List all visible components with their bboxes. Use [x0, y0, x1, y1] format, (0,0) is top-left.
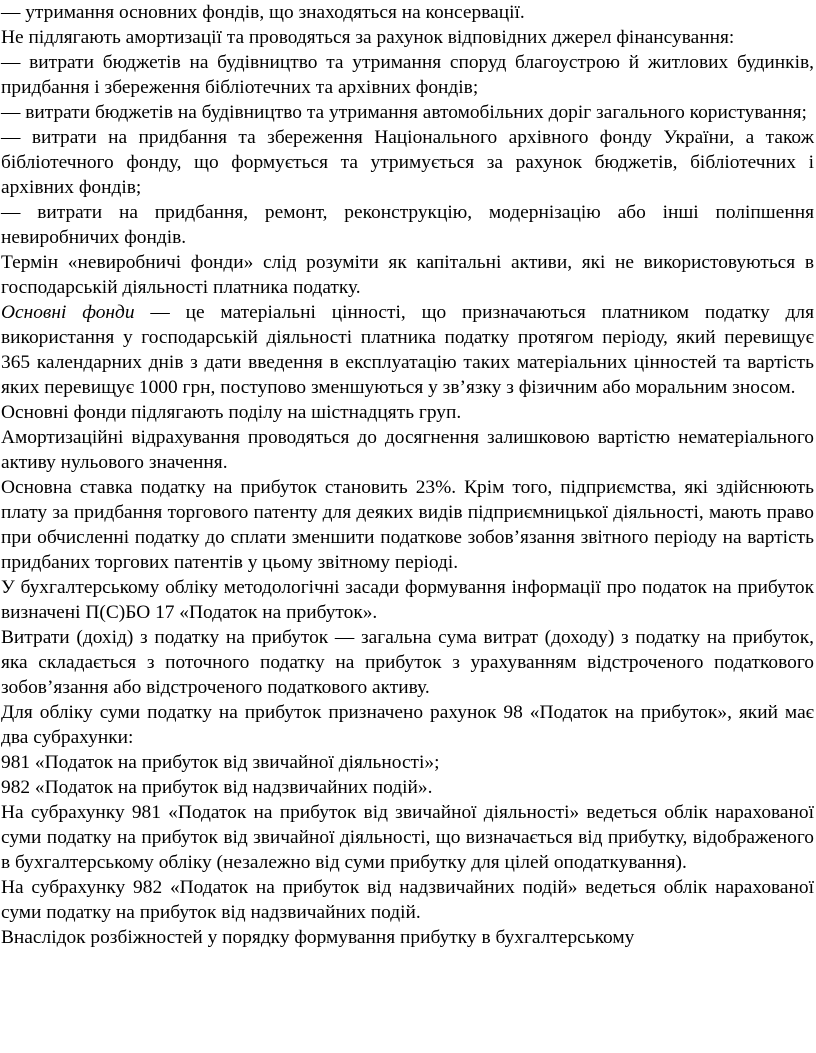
paragraph-18: На субрахунку 982 «Податок на прибуток від надзвичайних подій» ведеться облік нарахованої суми податку на прибуток від надзвичайних подій.: [1, 877, 814, 923]
paragraph-9: Основні фонди підлягають поділу на шістнадцять груп.: [1, 402, 462, 423]
paragraph-14: Для обліку суми податку на прибуток призначено рахунок 98 «Податок на прибуток», який має два субрахунки:: [1, 702, 814, 748]
paragraph-1: — утримання основних фондів, що знаходяться на консервації.: [1, 2, 525, 23]
paragraph-12: У бухгалтерському обліку методологічні засади формування інформації про податок на прибуток визначені П(С)БО 17 «Податок на прибуток».: [1, 577, 814, 623]
paragraph-4: — витрати бюджетів на будівництво та утримання автомобільних доріг загального користування;: [1, 102, 807, 123]
paragraph-8: Основні фонди — це матеріальні цінності, що призначаються платником податку для використання у господарській діяльності платника податку протягом періоду, який перевищує 365 календарних днів з дати введення в експлуатацію таких матеріальних цінностей та вартість яких перевищує 1000 грн, поступово зменшуються у зв’язку з фізичним або моральним зносом.: [1, 302, 814, 398]
paragraph-16: 982 «Податок на прибуток від надзвичайних подій».: [1, 777, 433, 798]
paragraph-2: Не підлягають амортизації та проводяться за рахунок відповідних джерел фінансування:: [1, 27, 735, 48]
paragraph-7: Термін «невиробничі фонди» слід розуміти як капітальні активи, які не використовуються в господарській діяльності платника податку.: [1, 252, 814, 298]
paragraph-15: 981 «Податок на прибуток від звичайної діяльності»;: [1, 752, 440, 773]
paragraph-13: Витрати (дохід) з податку на прибуток — загальна сума витрат (доходу) з податку на прибуток, яка складається з поточного податку на прибуток з урахуванням відстроченого податкового зобов’язання або відстроченого податкового активу.: [1, 627, 814, 698]
paragraph-6: — витрати на придбання, ремонт, реконструкцію, модернізацію або інші поліпшення невиробничих фондів.: [1, 202, 814, 248]
paragraph-3: — витрати бюджетів на будівництво та утримання споруд благоустрою й житлових будинків, придбання і збереження бібліотечних та архівних фондів;: [1, 52, 814, 98]
paragraph-17: На субрахунку 981 «Податок на прибуток від звичайної діяльності» ведеться облік нарахованої суми податку на прибуток від звичайної діяльності, що визначається від прибутку, відображеного в бухгалтерському обліку (незалежно від суми прибутку для цілей оподаткування).: [1, 802, 814, 873]
paragraph-11: Основна ставка податку на прибуток становить 23%. Крім того, підприємства, які здійснюють плату за придбання торгового патенту для деяких видів підприємницької діяльності, мають право при обчисленні податку до сплати зменшити податкове зобов’язання звітного періоду на вартість придбаних торгових патентів у цьому звітному періоді.: [1, 477, 814, 573]
paragraph-10: Амортизаційні відрахування проводяться до досягнення залишковою вартістю нематеріального активу нульового значення.: [1, 427, 814, 473]
paragraph-5: — витрати на придбання та збереження Національного архівного фонду України, а також бібліотечного фонду, що формується та утримується за рахунок бюджетів, бібліотечних і архівних фондів;: [1, 127, 814, 198]
paragraph-19: Внаслідок розбіжностей у порядку формування прибутку в бухгалтерському: [1, 927, 635, 948]
emphasis-term: Основні фонди: [1, 302, 135, 323]
